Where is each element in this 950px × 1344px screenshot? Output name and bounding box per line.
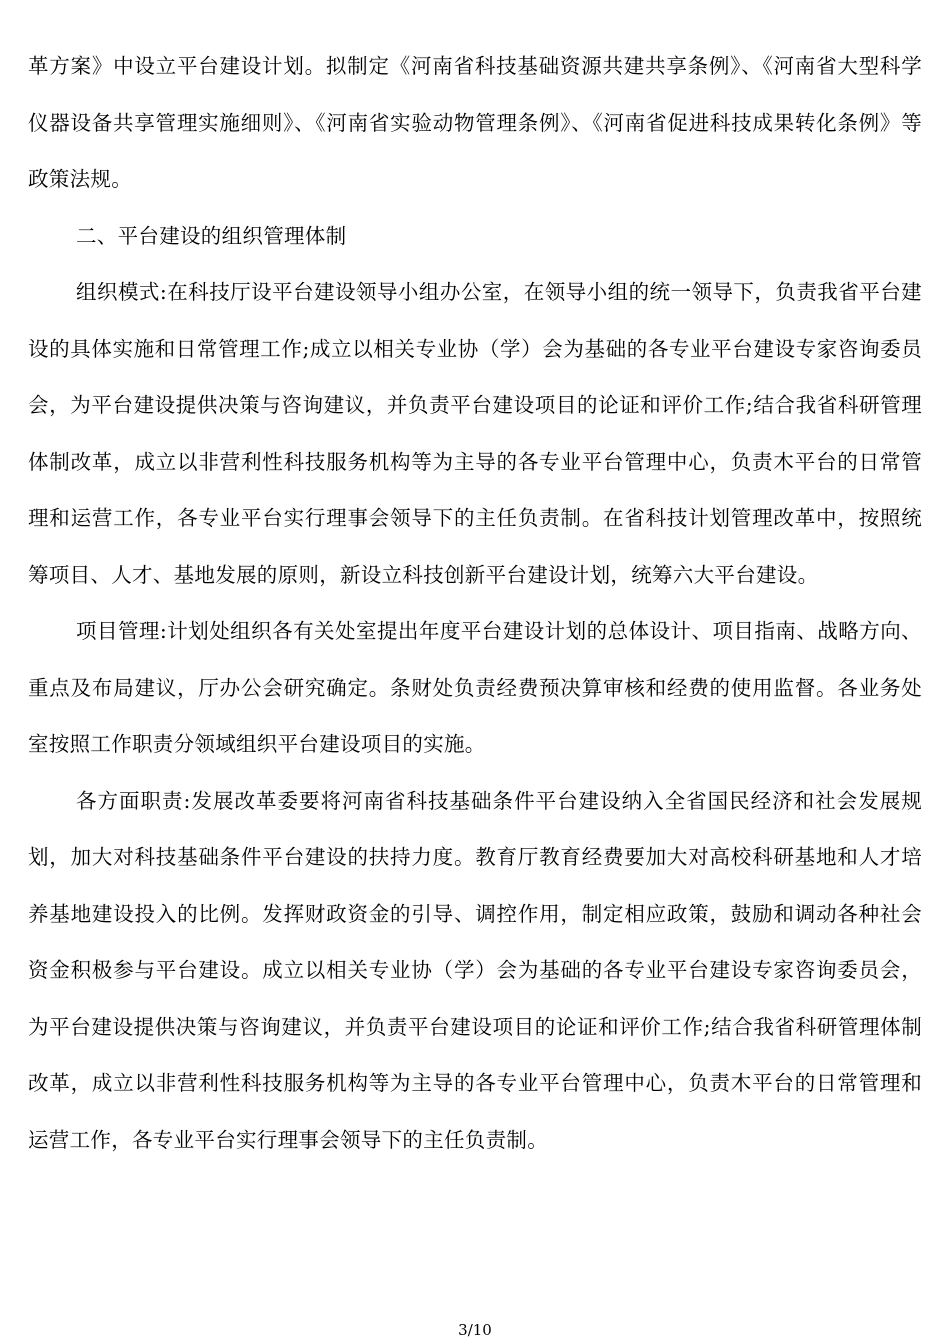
document-body xyxy=(28,38,922,1168)
section-heading: 二、平台建设的组织管理体制 xyxy=(76,223,347,248)
paragraph-responsibilities: 各方面职责:发展改革委要将河南省科技基础条件平台建设纳入全省国民经济和社会发展规划，加大对科技基础条件平台建设的扶持力度。教育厅教育经费要加大对高校科研基地和人才培养基地建设投入的比例。发挥财政资金的引导、调控作用，制定相应政策，鼓励和调动各种社会资金积极参与平台建设。成立以相关专业协（学）会为基础的各专业平台建设专家咨询委员会，为平台建设提供决策与咨询建议，并负责平台建设项目的论证和评价工作;结合我省科研管理体制改革，成立以非营利性科技服务机构等为主导的各专业平台管理中心，负责木平台的日常管理和运营工作，各专业平台实行理事会领导下的主任负责制。 xyxy=(28,788,922,1152)
paragraph-project-management: 项目管理:计划处组织各有关处室提出年度平台建设计划的总体设计、项目指南、战略方向、重点及布局建议，厅办公会研究确定。条财处负责经费预决算审核和经费的使用监督。各业务处室按照工作职责分领域组织平台建设项目的实施。 xyxy=(28,619,922,756)
paragraph-organization-mode: 组织模式:在科技厅设平台建设领导小组办公室，在领导小组的统一领导下，负责我省平台建设的具体实施和日常管理工作;成立以相关专业协（学）会为基础的各专业平台建设专家咨询委员会，为平台建设提供决策与咨询建议，并负责平台建设项目的论证和评价工作;结合我省科研管理体制改革，成立以非营利性科技服务机构等为主导的各专业平台管理中心，负责木平台的日常管理和运营工作，各专业平台实行理事会领导下的主任负责制。在省科技计划管理改革中，按照统筹项目、人才、基地发展的原则，新设立科技创新平台建设计划，统筹六大平台建设。 xyxy=(28,280,922,587)
page-number: 3/10 xyxy=(458,1321,492,1339)
paragraph-continuation: 革方案》中设立平台建设计划。拟制定《河南省科技基础资源共建共享条例》、《河南省大型科学仪器设备共享管理实施细则》、《河南省实验动物管理条例》、《河南省促进科技成果转化条例》等政策法规。 xyxy=(28,54,922,191)
